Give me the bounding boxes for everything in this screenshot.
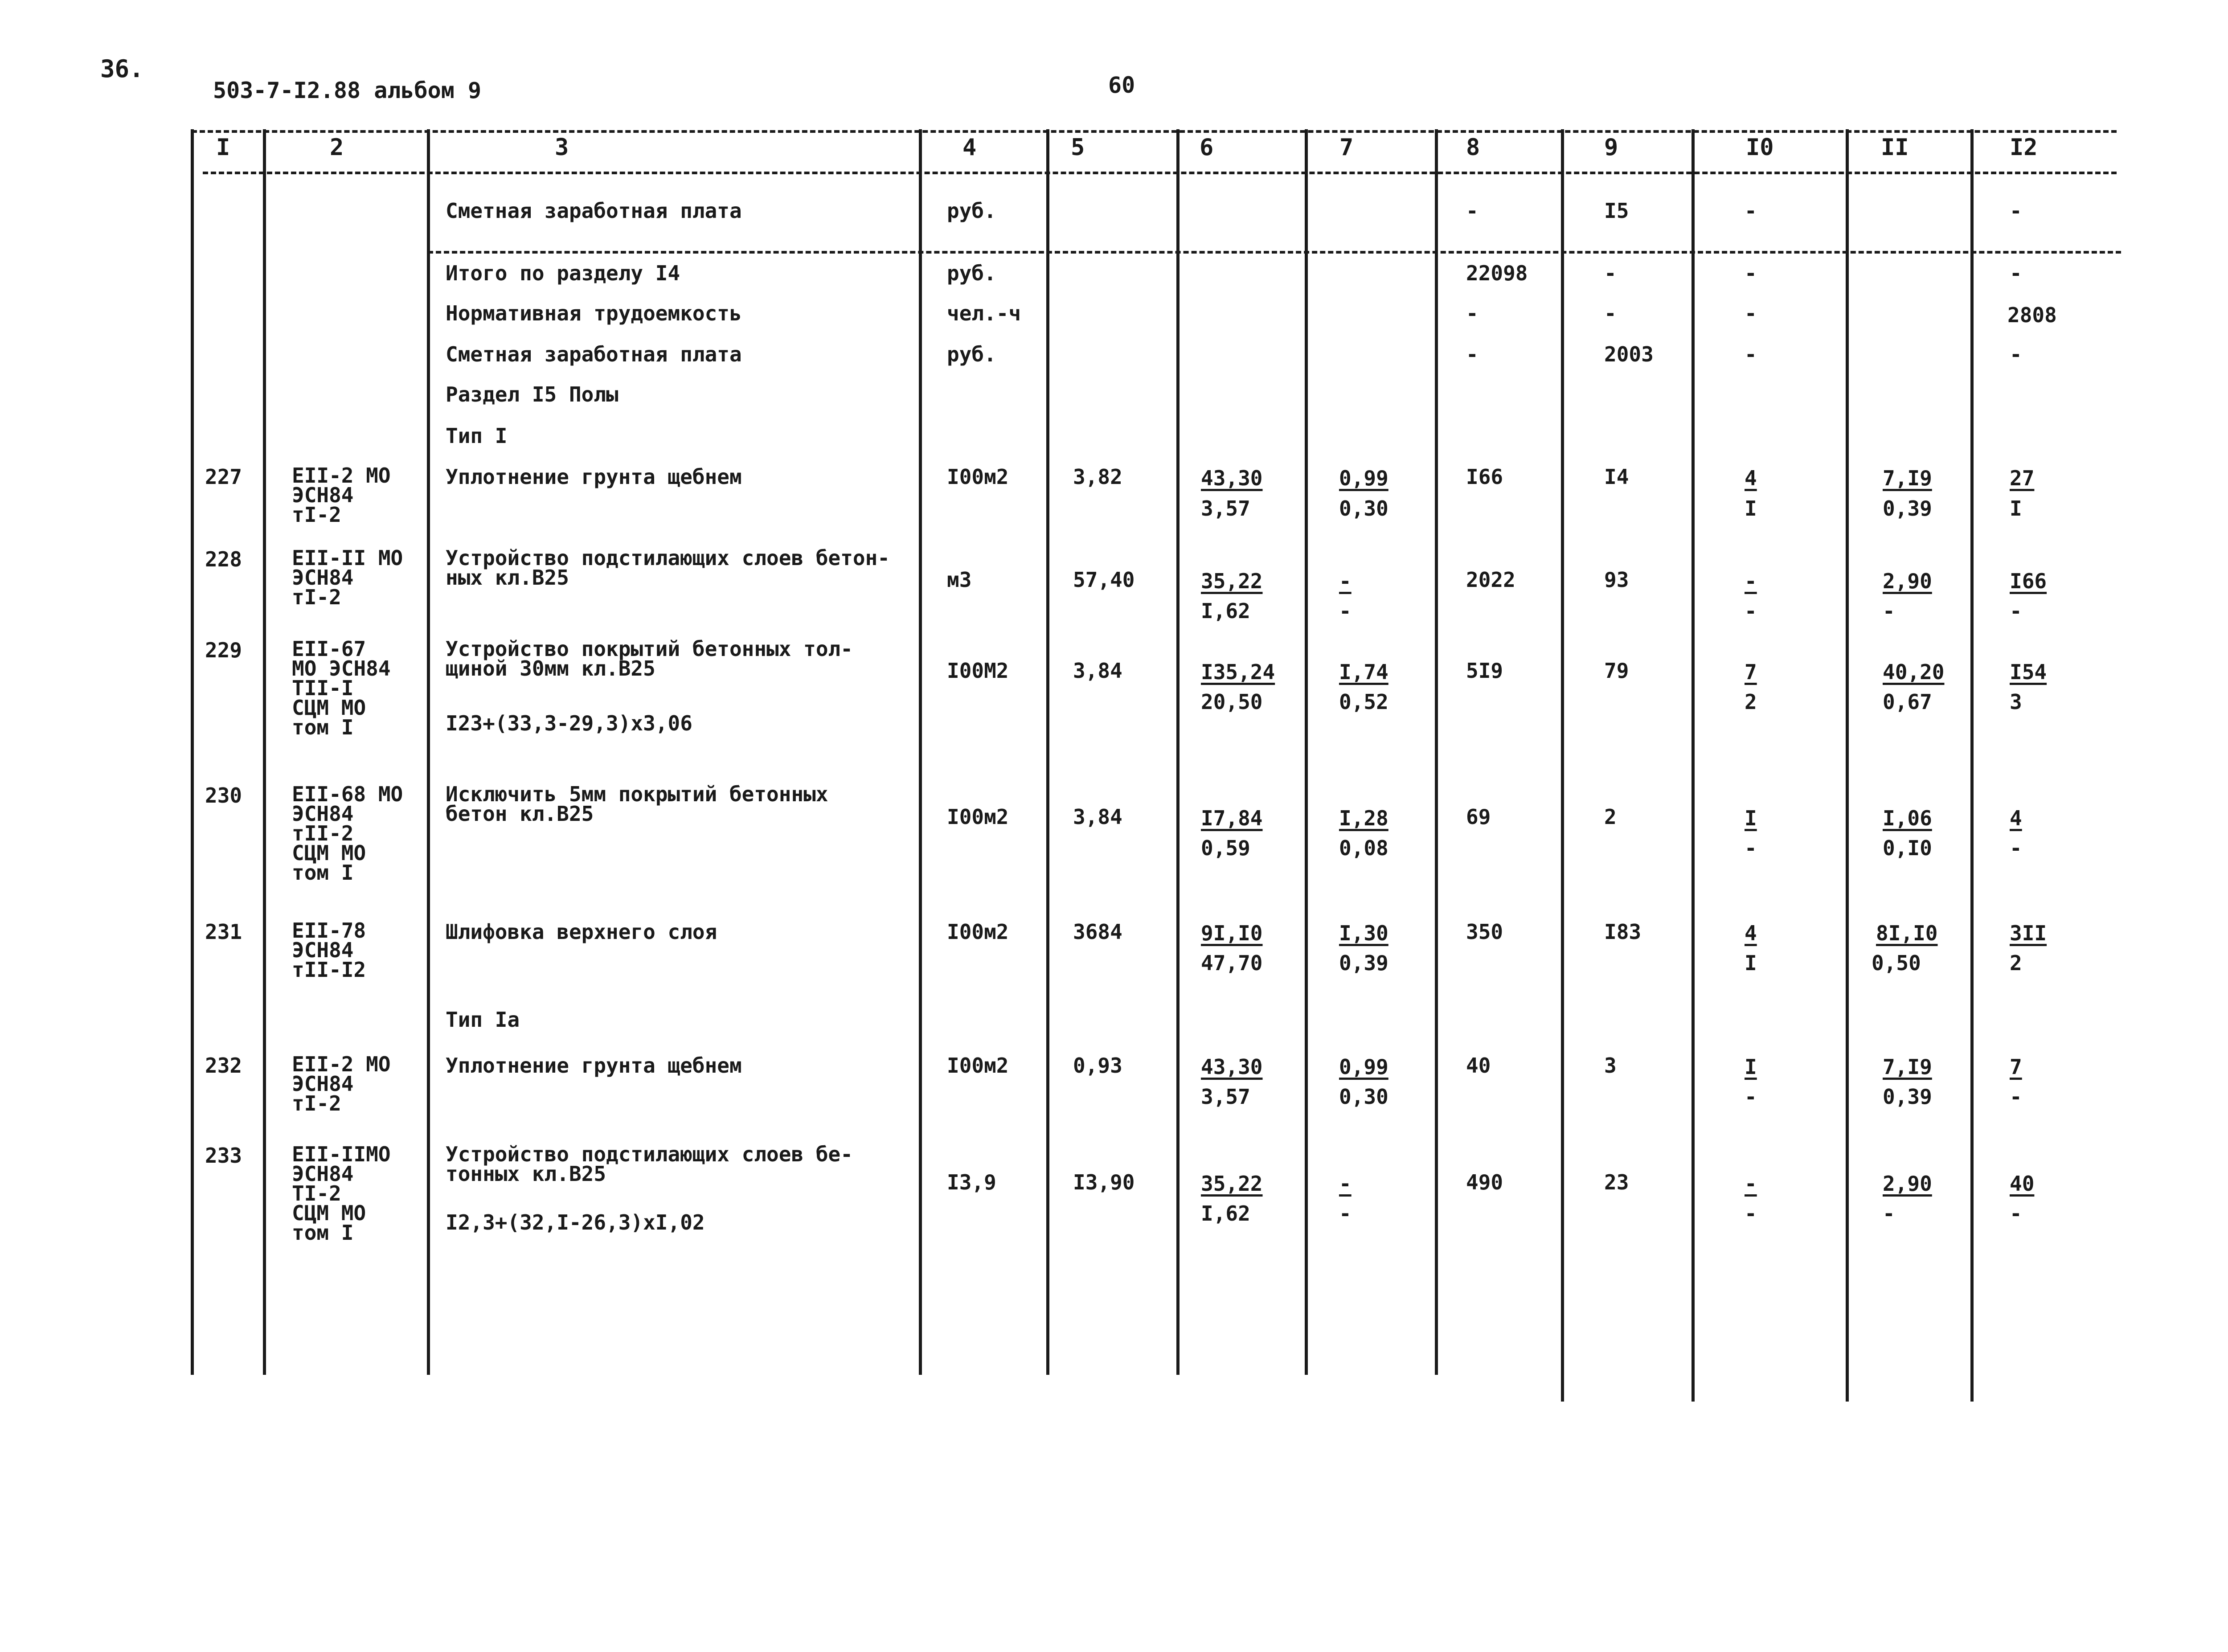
cell-col10: - [1745, 199, 1757, 223]
cell-col6-top: 43,30 [1201, 1055, 1263, 1079]
cell-col12-bottom: 2 [2010, 951, 2022, 975]
cell-col6-bottom: I,62 [1201, 1201, 1250, 1226]
cell-col10-top: I [1745, 1055, 1757, 1079]
cell-col12-top: 3II [2010, 921, 2047, 945]
cell-col12-top: 4 [2010, 806, 2022, 830]
cell-col8: 40 [1466, 1054, 1491, 1078]
column-header: 8 [1466, 134, 1480, 161]
cell-col9: - [1604, 261, 1617, 285]
cell-col9: 3 [1604, 1054, 1617, 1078]
cell-code: EII-2 МО ЭСН84 тI-2 [292, 463, 391, 527]
cell-col8: 2022 [1466, 568, 1515, 592]
cell-col7-top: 0,99 [1339, 466, 1388, 490]
cell-col6-top: 9I,I0 [1201, 921, 1263, 945]
cell-col11-bottom: 0,39 [1883, 1085, 1932, 1109]
cell-col11-bottom: - [1883, 1201, 1895, 1226]
column-divider [263, 129, 266, 1375]
column-header: I [216, 134, 230, 161]
cell-col10: - [1745, 342, 1757, 366]
cell-col10-bottom: I [1745, 496, 1757, 521]
cell-item-number: 233 [205, 1144, 242, 1168]
cell-description: Уплотнение грунта щебнем [446, 1054, 742, 1078]
cell-col10-top: - [1745, 1172, 1757, 1196]
cell-formula: I23+(33,3-29,3)x3,06 [446, 711, 692, 735]
cell-unit: руб. [947, 199, 996, 223]
section-heading: Раздел I5 Полы [446, 382, 618, 406]
cell-col12-top: 40 [2010, 1172, 2035, 1196]
column-header: II [1881, 134, 1909, 161]
cell-col11-bottom: 0,I0 [1883, 836, 1932, 860]
cell-col12-bottom: - [2010, 1201, 2022, 1226]
column-header: 6 [1200, 134, 1214, 161]
cell-col6-top: 35,22 [1201, 1172, 1263, 1196]
cell-quantity: 0,93 [1073, 1054, 1122, 1078]
subsection-heading: Тип Iа [446, 1008, 520, 1032]
header-top-rule [192, 130, 2117, 133]
cell-col9: 93 [1604, 568, 1629, 592]
cell-col11-top: I,06 [1883, 806, 1932, 830]
cell-col6-bottom: 3,57 [1201, 1085, 1250, 1109]
cell-code: EII-67 МО ЭСН84 ТII-I СЦМ МО том I [292, 637, 391, 739]
cell-description: Устройство покрытий бетонных тол- щиной 30мм кл.B25 [446, 637, 853, 680]
cell-col7-top: I,74 [1339, 660, 1388, 684]
cell-description: Исключить 5мм покрытий бетонных бетон кл.B25 [446, 782, 828, 826]
cell-col9: I4 [1604, 465, 1629, 489]
cell-col7-top: - [1339, 569, 1352, 593]
cell-col10-top: - [1745, 569, 1757, 593]
cell-col7-top: - [1339, 1172, 1352, 1196]
cell-col7-top: I,30 [1339, 921, 1388, 945]
cell-quantity: 3684 [1073, 920, 1122, 944]
cell-col6-top: I35,24 [1201, 660, 1275, 684]
cell-unit: I00м2 [947, 465, 1009, 489]
cell-col11-top: 8I,I0 [1876, 921, 1938, 945]
cell-col6-top: 43,30 [1201, 466, 1263, 490]
page-number: 60 [1108, 72, 1135, 98]
cell-col12-bottom: I [2010, 496, 2022, 521]
cell-col10-top: 4 [1745, 921, 1757, 945]
column-header: I2 [2010, 134, 2038, 161]
cell-unit: м3 [947, 568, 972, 592]
cell-col9: - [1604, 301, 1617, 325]
cell-description: Сметная заработная плата [446, 342, 742, 366]
cell-col12-top: I66 [2010, 569, 2047, 593]
subsection-heading: Тип I [446, 424, 508, 448]
cell-col10-top: 4 [1745, 466, 1757, 490]
column-header: 3 [555, 134, 569, 161]
cell-col9: I5 [1604, 199, 1629, 223]
column-divider [1691, 129, 1695, 1402]
cell-col8: 5I9 [1466, 659, 1503, 683]
column-divider [191, 129, 194, 1375]
column-header: 5 [1071, 134, 1085, 161]
cell-item-number: 228 [205, 547, 242, 571]
cell-col10-bottom: I [1745, 951, 1757, 975]
cell-col12-bottom: - [2010, 1085, 2022, 1109]
cell-col10-top: I [1745, 806, 1757, 830]
cell-description: Устройство подстилающих слоев бе- тонных кл.B25 [446, 1142, 853, 1186]
cell-col7-top: I,28 [1339, 806, 1388, 830]
cell-col11-top: 7,I9 [1883, 1055, 1932, 1079]
column-header: 2 [330, 134, 344, 161]
cell-quantity: 3,84 [1073, 659, 1122, 683]
cell-col8: - [1466, 301, 1479, 325]
cell-quantity: 3,82 [1073, 465, 1122, 489]
column-divider [1305, 129, 1308, 1375]
column-header: I0 [1746, 134, 1774, 161]
cell-col12-top: I54 [2010, 660, 2047, 684]
column-divider [1561, 129, 1564, 1402]
cell-col7-bottom: 0,08 [1339, 836, 1388, 860]
column-divider [1176, 129, 1180, 1375]
cell-col8: I66 [1466, 465, 1503, 489]
cell-code: EII-2 МО ЭСН84 тI-2 [292, 1052, 391, 1115]
cell-quantity: 57,40 [1073, 568, 1135, 592]
column-divider [1970, 129, 1974, 1402]
cell-unit: I00м2 [947, 920, 1009, 944]
cell-col6-bottom: 3,57 [1201, 496, 1250, 521]
column-header: 9 [1604, 134, 1618, 161]
cell-unit: чел.-ч [947, 301, 1021, 325]
cell-col7-bottom: 0,30 [1339, 1085, 1388, 1109]
cell-col7-bottom: 0,39 [1339, 951, 1388, 975]
cell-col12-top: 7 [2010, 1055, 2022, 1079]
cell-col10-top: 7 [1745, 660, 1757, 684]
cell-col12-bottom: - [2010, 836, 2022, 860]
cell-description: Устройство подстилающих слоев бетон- ных кл.B25 [446, 546, 890, 590]
cell-col12-bottom: - [2010, 599, 2022, 623]
cell-quantity: I3,90 [1073, 1170, 1135, 1194]
cell-col8: 22098 [1466, 261, 1528, 285]
column-divider [1846, 129, 1849, 1402]
cell-col7-bottom: 0,52 [1339, 690, 1388, 714]
cell-unit: руб. [947, 342, 996, 366]
cell-unit: I00м2 [947, 1054, 1009, 1078]
cell-col9: 2 [1604, 805, 1617, 829]
cell-item-number: 231 [205, 920, 242, 944]
cell-unit: I3,9 [947, 1170, 996, 1194]
cell-col11-bottom: - [1883, 599, 1895, 623]
cell-col10-bottom: 2 [1745, 690, 1757, 714]
cell-col11-top: 2,90 [1883, 1172, 1932, 1196]
cell-formula: I2,3+(32,I-26,3)xI,02 [446, 1210, 705, 1234]
cell-description: Шлифовка верхнего слоя [446, 920, 717, 944]
cell-col7-bottom: - [1339, 1201, 1352, 1226]
cell-col8: 490 [1466, 1170, 1503, 1194]
cell-col10-bottom: - [1745, 836, 1757, 860]
cell-description: Итого по разделу I4 [446, 261, 680, 285]
column-divider [1435, 129, 1438, 1375]
header-bottom-rule [203, 172, 2117, 174]
cell-col7-top: 0,99 [1339, 1055, 1388, 1079]
cell-col11-bottom: 0,39 [1883, 496, 1932, 521]
cell-col6-bottom: 20,50 [1201, 690, 1263, 714]
cell-col12: - [2010, 261, 2022, 285]
cell-col10: - [1745, 301, 1757, 325]
cell-col12: 2808 [2007, 303, 2057, 327]
cell-description: Уплотнение грунта щебнем [446, 465, 742, 489]
cell-col7-bottom: - [1339, 599, 1352, 623]
cell-col6-top: 35,22 [1201, 569, 1263, 593]
column-header: 4 [962, 134, 977, 161]
column-divider [427, 129, 430, 1375]
cell-col11-top: 2,90 [1883, 569, 1932, 593]
cell-col12: - [2010, 199, 2022, 223]
cell-unit: I00м2 [947, 805, 1009, 829]
cell-col8: 69 [1466, 805, 1491, 829]
cell-code: EII-68 МО ЭСН84 тII-2 СЦМ МО том I [292, 782, 403, 885]
cell-col11-top: 40,20 [1883, 660, 1945, 684]
cell-col6-bottom: 0,59 [1201, 836, 1250, 860]
cell-col8: 350 [1466, 920, 1503, 944]
cell-unit: I00М2 [947, 659, 1009, 683]
document-reference: 503-7-I2.88 альбом 9 [213, 78, 482, 103]
cell-col11-bottom: 0,67 [1883, 690, 1932, 714]
cell-description: Сметная заработная плата [446, 199, 742, 223]
column-header: 7 [1339, 134, 1354, 161]
cell-col10-bottom: - [1745, 1085, 1757, 1109]
cell-col9: I83 [1604, 920, 1642, 944]
cell-col9: 2003 [1604, 342, 1654, 366]
cell-item-number: 230 [205, 783, 242, 808]
cell-code: EII-IIМО ЭСН84 ТI-2 СЦМ МО том I [292, 1142, 391, 1245]
cell-col6-bottom: I,62 [1201, 599, 1250, 623]
cell-col8: - [1466, 199, 1479, 223]
cell-item-number: 229 [205, 638, 242, 662]
cell-col11-top: 7,I9 [1883, 466, 1932, 490]
cell-col10-bottom: - [1745, 599, 1757, 623]
cell-col12-bottom: 3 [2010, 690, 2022, 714]
cell-item-number: 232 [205, 1054, 242, 1078]
cell-col7-bottom: 0,30 [1339, 496, 1388, 521]
cell-col12: - [2010, 342, 2022, 366]
cell-col10: - [1745, 261, 1757, 285]
cell-code: EII-II МО ЭСН84 тI-2 [292, 546, 403, 609]
cell-code: EII-78 ЭСН84 тII-I2 [292, 918, 366, 982]
corner-page-number: 36. [100, 55, 144, 83]
cell-col6-bottom: 47,70 [1201, 951, 1263, 975]
cell-description: Нормативная трудоемкость [446, 301, 742, 325]
cell-col11-bottom: 0,50 [1872, 951, 1921, 975]
column-divider [919, 129, 922, 1375]
column-divider [1046, 129, 1049, 1375]
cell-col12-top: 27 [2010, 466, 2035, 490]
cell-unit: руб. [947, 261, 996, 285]
cell-quantity: 3,84 [1073, 805, 1122, 829]
cell-col6-top: I7,84 [1201, 806, 1263, 830]
cell-col10-bottom: - [1745, 1201, 1757, 1226]
cell-col9: 23 [1604, 1170, 1629, 1194]
cell-col9: 79 [1604, 659, 1629, 683]
cell-col8: - [1466, 342, 1479, 366]
cell-item-number: 227 [205, 465, 242, 489]
row-separator-rule [428, 251, 2121, 254]
